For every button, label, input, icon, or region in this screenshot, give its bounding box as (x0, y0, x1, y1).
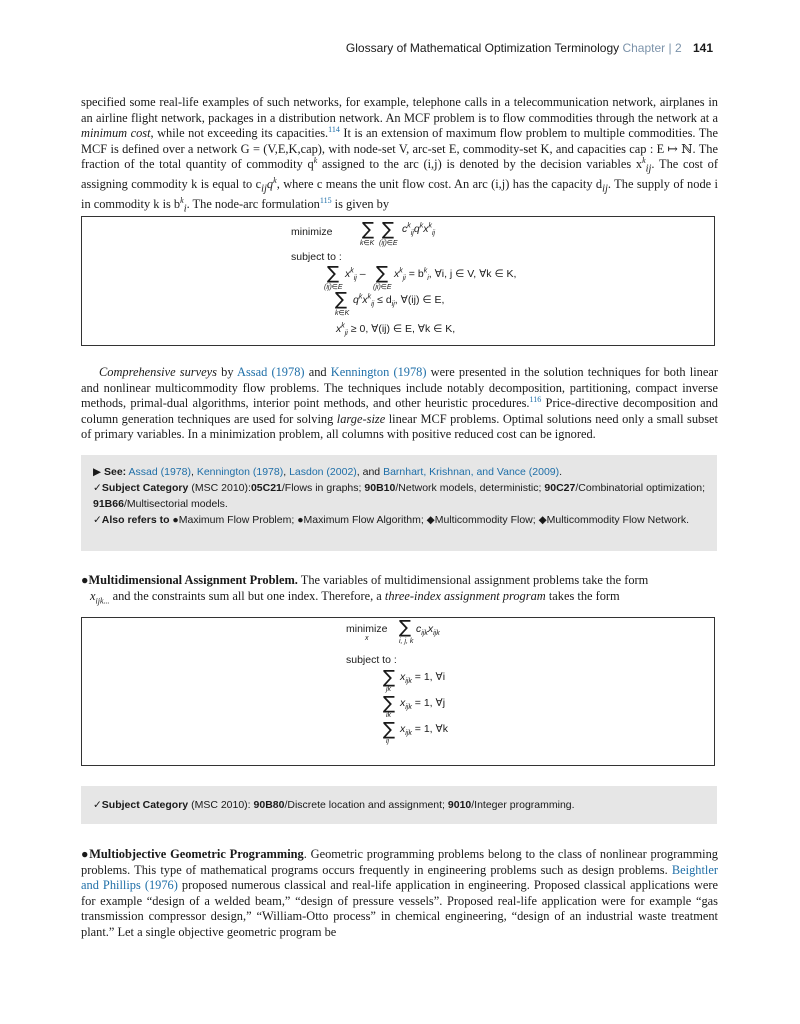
sum-symbol: ∑ (383, 667, 396, 688)
also-ref-multicommodity-flow[interactable]: ◆Multicommodity Flow; (426, 514, 536, 526)
sum-symbol: ∑ (362, 219, 375, 240)
footnote-115[interactable]: 115 (319, 195, 332, 205)
ref-barnhart-2009[interactable]: Barnhart, Krishnan, and Vance (2009) (383, 466, 560, 478)
footnote-116[interactable]: 116 (529, 394, 542, 404)
also-ref-max-flow-problem[interactable]: ●Maximum Flow Problem; (172, 514, 295, 526)
chapter-label: Chapter | 2 (622, 41, 682, 55)
ref-beightler-phillips-1976[interactable]: Beightler and Phillips (1976) (81, 862, 718, 892)
see-also-box (81, 455, 717, 551)
assignment-paragraph: ●Multidimensional Assignment Problem. The variables of multidimensional assignment problems take the form $x_{ijk...}$ and the constraints sum all but one index. Therefore, a three-index assignment program takes the form (81, 573, 649, 605)
flow-conservation-rhs: $x^k_{ji} = b^k_i$, ∀i, j ∈ V, ∀k ∈ K, (394, 267, 517, 283)
surveys-paragraph: Comprehensive surveys by Assad (1978) and Kennington (1978) were presented in the solution techniques for both linear and nonlinear multicommodity flow problems. The techniques include notably decomposition, partitioning, compact inverse methods, primal-dual algorithms, interior point methods, and other heuristic procedures.$^{116}$ Price-directive decomposition and column generation techniques are used for solving large-size linear MCF problems. Optimal solutions need only a small subset of primary variables. In a minimization problem, all columns with positive reduced cost can be ignored. (81, 365, 719, 441)
capacity-constraint: $q^kx^k_{ij} \le d_{ij}$, ∀(ij) ∈ E, (353, 293, 445, 309)
ref-kennington-1978[interactable]: Kennington (1978) (196, 466, 284, 478)
mcf-intro-paragraph: specified some real-life examples of such networks, for example, telephone calls in a telecommunication network, airplanes in an airline flight network, packages in a distribution network. An MCF problem is to flow commodities through the network at a minimum cost, while not exceeding its capacities.$^{114}$ It is an extension of maximum flow problem to multiple commodities. The MCF is defined over a network G = (V,E,K,cap), with node-set V, arc-set E, commodity-set K, and capacities cap : E ↦ ℕ. The fraction of the total quantity of commodity $q^k$ assigned to the arc (i,j) is denoted by the decision variables $x^k_{ij}$. The cost of assigning commodity k is equal to $c_{ij}q^k$, where c means the unit flow cost. An arc (i,j) has the capacity $d_{ij}$. The supply of node i in commodity k is $b^k_i$. The node-arc formulation$^{115}$ is given by (81, 95, 719, 215)
sum-symbol: ∑ (335, 289, 348, 310)
subject-to-label: subject to : (346, 654, 397, 666)
page-number: 141 (692, 41, 713, 55)
ref-assad-1978[interactable]: Assad (1978) (128, 466, 191, 478)
running-title: Glossary of Mathematical Optimization Terminology (345, 41, 620, 55)
footnote-114[interactable]: 114 (328, 124, 340, 134)
ref-lasdon-2002[interactable]: Lasdon (2002) (289, 466, 357, 478)
see-line: ▶ See: Assad (1978), Kennington (1978), Lasdon (2002), and Barnhart, Krishnan, and Vance (2009). (93, 466, 563, 478)
mcf-model-box: minimize ∑ ∑ k∈K (ij)∈E $c^k_{ij}q^kx^k_{ij}$ subject to : ∑ (ij)∈E $x^k_{ij}$ – ∑ (ji)∈E $x^k_{ji} = b^k_i$, ∀i, j ∈ V, ∀k ∈ K, ∑ k∈K $q^kx^k_{ij} \le d_{ij}$, ∀(ij) ∈ E, $x^k_{ji} \ge 0$, ∀(ij) ∈ E, ∀k ∈ K, (81, 216, 715, 346)
also-ref-multicommodity-flow-network[interactable]: ◆Multicommodity Flow Network. (538, 514, 690, 526)
objective-term: $c_{ijk}x_{ijk}$ (416, 623, 440, 638)
subject-to-label: subject to : (291, 251, 342, 263)
minimize-label: minimize (291, 226, 333, 238)
running-header (346, 41, 713, 55)
entry-title-geometric: Multiobjective Geometric Programming (89, 847, 304, 861)
subject-category-line: ✓Subject Category (MSC 2010):05C21/Flows in graphs; 90B10/Network models, deterministic; 90C27/Combinatorial optimization; 91B66/Multisectorial models. (93, 482, 706, 510)
entry-title-assignment: Multidimensional Assignment Problem. (88, 573, 298, 587)
sum-symbol: ∑ (383, 719, 396, 740)
assignment-model-box: minimize x ∑ i, j, k $c_{ijk}x_{ijk}$ subject to : ∑ jk $x_{ijk} = 1$, ∀i ∑ ik $x_{ijk} = 1$, ∀j ∑ ij $x_{ijk} = 1$, ∀k (81, 617, 715, 766)
also-ref-max-flow-algorithm[interactable]: ●Maximum Flow Algorithm; (297, 514, 424, 526)
constraint-row-i: $x_{ijk} = 1$, ∀i (400, 671, 446, 686)
sum-symbol: ∑ (383, 693, 396, 714)
sum-symbol: ∑ (382, 219, 395, 240)
flow-conservation-constraint: $x^k_{ij}$ – (345, 267, 366, 283)
objective-term: $c^k_{ij}q^kx^k_{ij}$ (402, 222, 436, 238)
also-refers-line: ✓Also refers to ●Maximum Flow Problem; ●Maximum Flow Algorithm; ◆Multicommodity Flow; ◆Multicommodity Flow Network. (93, 514, 690, 526)
minimize-label: minimize (346, 623, 388, 635)
constraint-row-j: $x_{ijk} = 1$, ∀j (400, 697, 446, 712)
constraint-row-k: $x_{ijk} = 1$, ∀k (400, 723, 448, 738)
sum-symbol: ∑ (399, 617, 412, 638)
sum-symbol: ∑ (376, 263, 389, 284)
ref-assad-1978[interactable]: Assad (1978) (237, 365, 305, 379)
ref-kennington-1978[interactable]: Kennington (1978) (330, 365, 427, 379)
subject-category-box: ✓Subject Category (MSC 2010): 90B80/Discrete location and assignment; 9010/Integer programming. (81, 786, 717, 824)
nonnegativity-constraint: $x^k_{ji} \ge 0$, ∀(ij) ∈ E, ∀k ∈ K, (336, 322, 456, 338)
geometric-paragraph: ●Multiobjective Geometric Programming. Geometric programming problems belong to the class of nonlinear programming problems. This type of mathematical programs occurs frequently in engineering problems such as design problems. Beightler and Phillips (1976) proposed numerous classical and real-life application in engineering. Proposed classical applications were for example “design of a welded beam,” “design of pressure vessels”. Proposed real-life application were for example “gas transmission compressor design,” “William-Otto process” in chemical engineering, “design of an industrial waste treatment plant.” Let a single objective geometric program be (81, 847, 718, 939)
sum-symbol: ∑ (327, 263, 340, 284)
